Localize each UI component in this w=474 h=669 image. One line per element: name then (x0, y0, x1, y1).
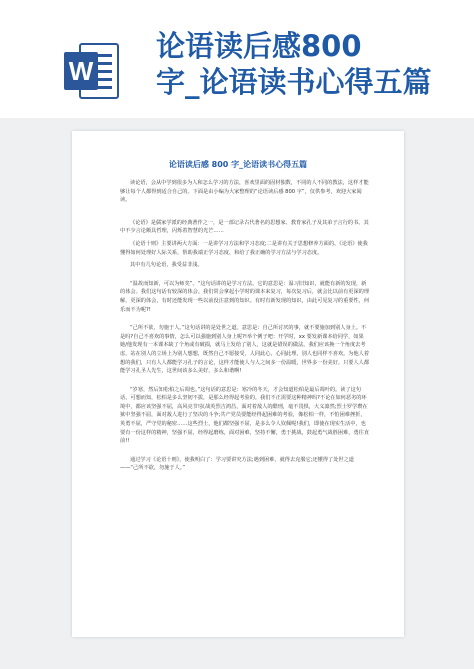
header (0, 0, 474, 110)
paragraph: 读论语，会从中学到很多为人和怎么学习的方法，喜欢里面的固材独数，不同的人不同的教法，这样才能够让每个人都得到适合自己的。下面是由小编为大家整理的“论语读后感 800 字”，仅供参考，欢迎大家阅读。 (120, 180, 369, 204)
document-page (72, 131, 404, 637)
paragraph: “己所不欲，勿施于人。”这句话讲的是处世之道。意思是：自己所讨厌的事，就不要施加到别人身上。不是吗?自己不喜欢的事情，怎么可以强施到别人身上呢?!举个例子吧：开学时，xx 要发新课本给同学，如果她/他发现有一本课本缺了个角或有破损，就马上发给了别人，这就是错误的做法。我们应该换一个角度去考虑，站在别人的立场上为别人想想，既然自己不愿接受，人同此心，心同此理，别人也同样不喜欢。为他人着想的我们，只有人人都能学习孔子的言论，这样才能使人与人之间多一份温暖，世界多一份美好。只要人人都能学习孔圣人先生，这世间该多么美好，多么和谐啊! (120, 325, 370, 375)
paragraph: “温故而知新，可以为师矣”。“这句话讲的是学习方法。它的意思是：温习旧知识，就能有新的发现，新的体会。我们这句话有较深的体会。我们常会拿起小学时的课本来复习，每次复习后，就会比以前有更深的理解，更深的体会，有时还能发现一些以前没注意到的知识。有时有新发现的知识，由此可见复习的重要性，何乐而不为呢?! (120, 280, 370, 313)
svg-text:W: W (68, 56, 94, 86)
paragraph: 《论语十则》主要讲两大方面：一是讲学习方法和学习态度;二是讲有关于思想修养方面的。《论语》使我懂得如何处理好人际关系，帮助我端正学习态度，和给了我正确的学习方法与学习态度。 (120, 240, 368, 256)
title-line-2: 字_论语读书心得五篇 (156, 65, 432, 99)
document-preview-area (0, 118, 474, 669)
title-line-1: 论语读后感800 (156, 29, 362, 63)
document-title: 论语读后感 800 字_论语读书心得五篇 (168, 160, 308, 169)
document-body (120, 179, 370, 477)
paragraph: 《论语》是儒家学派的经典著作之一，是一部记录古代著名的思想家、教育家孔子及其弟子言行的书。其中不少言论颇具哲理，闪烁着智慧的光芒…… (120, 219, 369, 235)
paragraph: 其中有几句论语，我受益非浅。 (130, 262, 203, 269)
word-document-icon (62, 40, 122, 102)
paragraph: “岁寒，然后知松柏之后凋也。”这句话的意思是：寒冷的冬天，才会知道松柏是最后凋叶的。读了这句话，可想而知，松柏是多么坚韧不拔，是那么经得起考验的。我们不正需要这种精神吗?不论在如何恶劣的环境中，都应该坚强不屈，高风亮节!抗战英烈吉鸿昌，面对着敌人的酷刑，毫不畏惧，大义凛然;烈士罗学瓒在狱中坚强不屈，面对敌人进行了坚决的斗争;共产党员要能经得起困难的考验，像松柏一样，不怕困难挫折，英勇不屈，严守党的秘密……这些烈士，他们都坚强不屈，是多么令人钦佩呢!我们，即使在现实生活中，也要有一份这样的精神，坚强不屈，经得起磨练，面对困难，坚持不懈，勇于挑战，鼓起勇气战胜困难，勇往直前!! (120, 386, 370, 445)
paragraph: 通过学习《论语十则》，使我明白了：学习要讲究方法;遇到困难，就得去克服它;还懂得了处世之道——“己所不欲，勿施于人。” (120, 456, 354, 472)
page-title (156, 28, 470, 100)
